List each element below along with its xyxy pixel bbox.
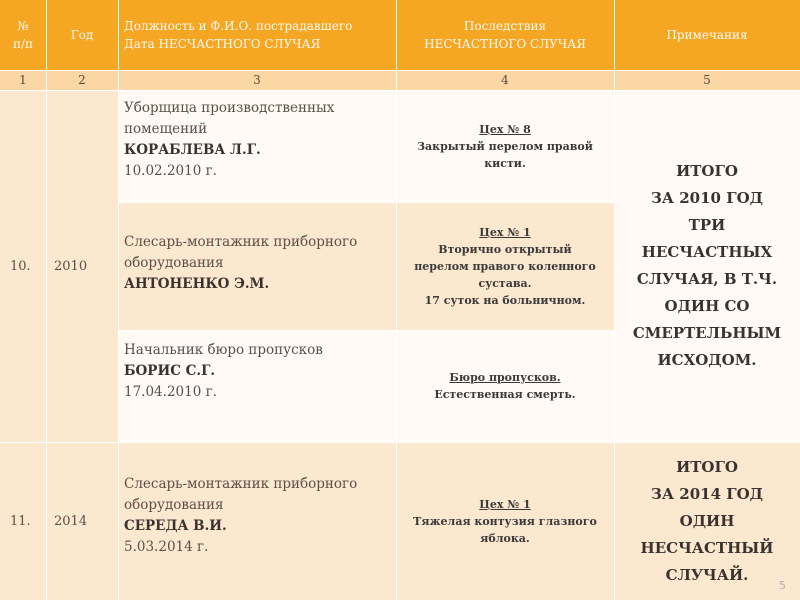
header-notes: Примечания: [614, 0, 800, 70]
group-2014-note: ИТОГО ЗА 2014 ГОД ОДИН НЕСЧАСТНЫЙ СЛУЧАЙ.: [614, 442, 800, 600]
grid-line: [0, 442, 800, 443]
row-sereda-position: [118, 442, 396, 600]
consequence-title: Бюро пропусков.: [449, 371, 561, 384]
row-sereda-consequences: [396, 442, 614, 600]
header-position-line2: Дата НЕСЧАСТНОГО СЛУЧАЯ: [124, 37, 321, 51]
consequence-line: Естественная смерть.: [434, 388, 576, 401]
incident-date: 17.04.2010 г.: [124, 384, 217, 400]
row-boris-position: [118, 330, 396, 442]
consequence-line: Тяжелая контузия глазного: [413, 514, 597, 528]
numbering-cell-2: 2: [46, 70, 118, 90]
consequence-title: Цех № 8: [479, 122, 531, 136]
consequence-line: Закрытый перелом правой: [417, 139, 593, 153]
position-line2: оборудования: [124, 255, 224, 271]
row-boris-consequences: [396, 330, 614, 442]
header-year: Год: [46, 0, 118, 70]
victim-name: СЕРЕДА В.И.: [124, 518, 227, 534]
group-2010-year: 2010: [46, 90, 118, 442]
consequence-line: кисти.: [484, 156, 526, 170]
row-korableva-consequences: [396, 90, 614, 202]
numbering-cell-4: 4: [396, 70, 614, 90]
header-position-line1: Должность и Ф.И.О. пострадавшего: [124, 19, 353, 33]
consequence-line: 17 суток на больничном.: [424, 293, 586, 307]
grid-line: [118, 202, 614, 203]
consequence-line: сустава.: [478, 276, 532, 290]
grid-line: [118, 330, 614, 331]
row-korableva-position: [118, 90, 396, 202]
victim-name: КОРАБЛЕВА Л.Г.: [124, 142, 261, 158]
header-consequences: [396, 0, 614, 70]
numbering-cell-5: 5: [614, 70, 800, 90]
grid-line: [0, 90, 800, 91]
numbering-cell-3: 3: [118, 70, 396, 90]
consequence-line: Вторично открытый: [438, 242, 572, 256]
consequence-line: яблока.: [480, 531, 530, 545]
header-position: [118, 0, 396, 70]
victim-name: АНТОНЕНКО Э.М.: [124, 276, 270, 292]
position-line2: помещений: [124, 121, 208, 137]
consequence-title: Цех № 1: [479, 225, 531, 239]
header-num: № п/п: [0, 0, 46, 70]
position-line1: Слесарь-монтажник приборного: [124, 476, 358, 492]
header-consequences-line1: Последствия: [463, 19, 547, 33]
row-antonenko-position: [118, 202, 396, 330]
consequence-line: перелом правого коленного: [414, 259, 596, 273]
incident-date: 10.02.2010 г.: [124, 163, 217, 179]
grid-line: [0, 70, 800, 71]
victim-name: БОРИС С.Г.: [124, 363, 216, 379]
numbering-cell-1: 1: [0, 70, 46, 90]
row-antonenko-consequences: [396, 202, 614, 330]
header-consequences-line2: НЕСЧАСТНОГО СЛУЧАЯ: [424, 37, 586, 51]
page-number: 5: [779, 579, 786, 592]
group-2014-year: 2014: [46, 442, 118, 600]
position-line2: оборудования: [124, 497, 224, 513]
position-line1: Начальник бюро пропусков: [124, 342, 323, 358]
position-line1: Уборщица производственных: [124, 100, 335, 116]
consequence-title: Цех № 1: [479, 497, 531, 511]
group-2010-num: 10.: [0, 90, 46, 442]
incident-date: 5.03.2014 г.: [124, 539, 209, 555]
group-2010-note: ИТОГО ЗА 2010 ГОД ТРИ НЕСЧАСТНЫХ СЛУЧАЯ, В Т.Ч. ОДИН СО СМЕРТЕЛЬНЫМ ИСХОДОМ.: [614, 90, 800, 442]
position-line1: Слесарь-монтажник приборного: [124, 234, 358, 250]
group-2014-num: 11.: [0, 442, 46, 600]
